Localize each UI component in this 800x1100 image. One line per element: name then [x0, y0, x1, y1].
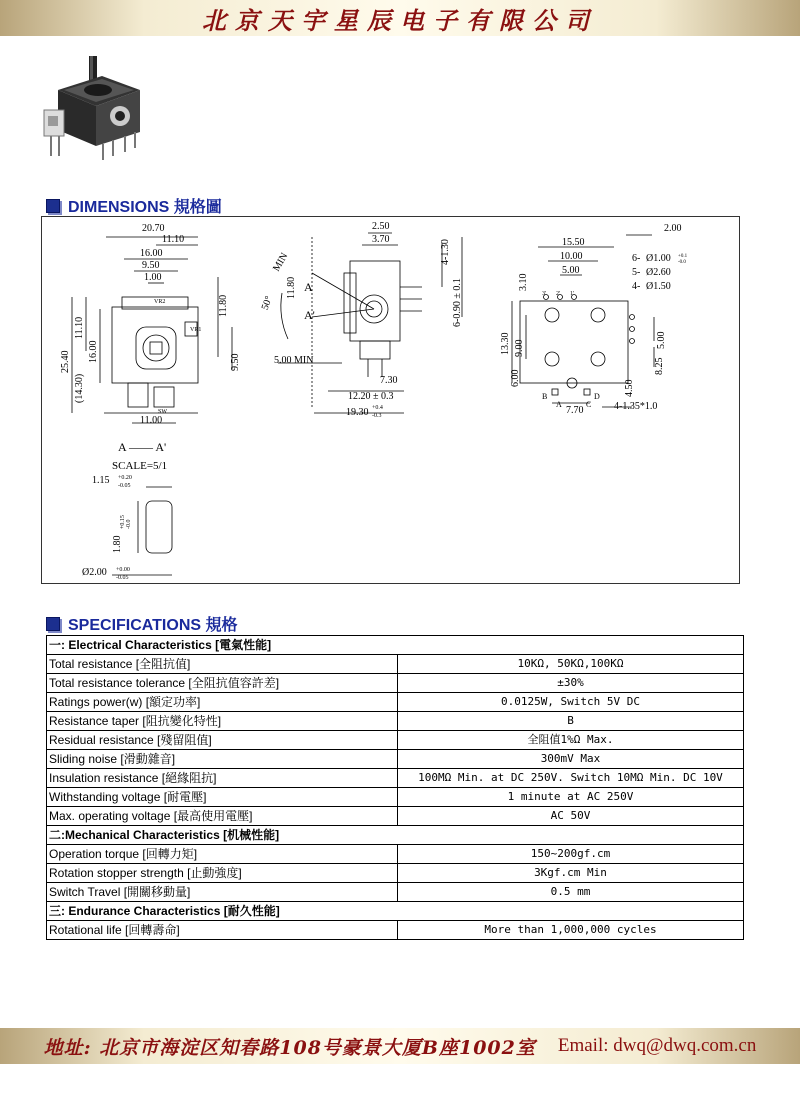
table-row: [47, 731, 744, 750]
section-a-prime: A': [304, 308, 315, 322]
dim-10-00: 10.00: [560, 251, 583, 262]
dim-9-50-top: 9.50: [142, 260, 160, 271]
address-text: 地址: 北京市海淀区知春路108号豪景大厦B座1002室: [43, 1036, 536, 1059]
dim-1-15: 1.15: [92, 475, 110, 486]
pin-b: B: [542, 392, 548, 401]
section-detail: [82, 440, 172, 581]
spec-label: Total resistance tolerance [全阻抗值容許差]: [47, 674, 398, 693]
tol-plus-0-4: +0.4: [372, 405, 383, 411]
spec-value: 1 minute at AC 250V: [398, 788, 744, 807]
dim-2-00: 2.00: [664, 223, 682, 234]
tol-plus-0-20: +0.20: [118, 475, 132, 481]
spec-value: 150~200gf.cm: [398, 845, 744, 864]
dim-side-11-80: 11.80: [286, 276, 297, 299]
dim-1-80: 1.80: [112, 535, 123, 553]
tol-minus-0-05: -0.05: [118, 483, 131, 489]
table-row: [47, 807, 744, 826]
specifications-table: [46, 635, 744, 940]
hole-4-count: 4-: [632, 281, 641, 292]
label-min: MIN: [271, 251, 291, 274]
spec-label: Ratings power(w) [額定功率]: [47, 693, 398, 712]
dim-15-50: 15.50: [562, 237, 585, 248]
table-row: [47, 883, 744, 902]
dim-7-70: 7.70: [566, 405, 584, 416]
dim-6-0-90: 6-0.90 ± 0.1: [452, 278, 463, 327]
hole-5-count: 5-: [632, 267, 641, 278]
table-row: [47, 921, 744, 940]
dim-25-40: 25.40: [60, 350, 71, 373]
specifications-title: SPECIFICATIONS 規格: [68, 617, 238, 634]
section-a-a: A —— A': [118, 440, 167, 454]
dim-2-50: 2.50: [372, 221, 390, 232]
dim-13-30: 13.30: [500, 332, 511, 355]
tol-plus-0-1: +0.1: [678, 254, 688, 259]
specifications-heading: [46, 612, 238, 635]
label-vr1: VR1: [190, 327, 202, 333]
table-row: [47, 693, 744, 712]
dim-3-70: 3.70: [372, 234, 390, 245]
dim-12-20: 12.20 ± 0.3: [348, 391, 394, 402]
spec-value: 0.5 mm: [398, 883, 744, 902]
dimension-drawing: [41, 216, 740, 584]
tol-plus-0-15: +0.15: [120, 515, 126, 529]
hole-dia-2-60: Ø2.60: [646, 267, 671, 278]
hole-6-count: 6-: [632, 253, 641, 264]
hole-dia-1-50: Ø1.50: [646, 281, 671, 292]
bullet-square-icon: [46, 199, 60, 213]
bullet-square-icon: [46, 617, 60, 631]
spec-value: 300mV Max: [398, 750, 744, 769]
spec-value: 3Kgf.cm Min: [398, 864, 744, 883]
tol-minus-0-0: -0.0: [678, 260, 686, 265]
spec-label: Operation torque [回轉力矩]: [47, 845, 398, 864]
spec-value: More than 1,000,000 cycles: [398, 921, 744, 940]
pin-d: D: [594, 392, 600, 401]
pcb-layout-view: [500, 223, 688, 416]
pin-2-prime: 2': [556, 291, 561, 297]
dim-6-00: 6.00: [510, 369, 521, 387]
label-vr2: VR2: [154, 299, 166, 305]
dim-1-00: 1.00: [144, 272, 162, 283]
tol-minus-0-0: -0.0: [126, 519, 132, 529]
spec-label: Sliding noise [滑動雜音]: [47, 750, 398, 769]
table-row: [47, 845, 744, 864]
pin-3-prime: 3': [542, 291, 547, 297]
dim-14-30: (14.30): [74, 373, 85, 403]
angle-50: 50°: [259, 294, 275, 312]
dim-5-00-right: 5.00: [656, 331, 667, 349]
spec-value: ±30%: [398, 674, 744, 693]
section-a: A: [304, 280, 313, 294]
dim-16-00-top: 16.00: [140, 248, 163, 259]
email-text: Email: dwq@dwq.com.cn: [557, 1035, 757, 1056]
spec-section-header: [47, 826, 744, 845]
spec-value: AC 50V: [398, 807, 744, 826]
spec-value: 全阻值1%Ω Max.: [398, 731, 744, 750]
side-view: [260, 221, 463, 419]
table-row: [47, 864, 744, 883]
tol-plus-0-00: +0.00: [116, 567, 130, 573]
spec-label: Max. operating voltage [最高使用電壓]: [47, 807, 398, 826]
spec-section-header: [47, 636, 744, 655]
dim-9-50-right: 9.50: [230, 353, 241, 371]
front-view: [60, 223, 241, 426]
table-row: [47, 788, 744, 807]
company-name: 北京天宇星辰电子有限公司: [202, 5, 598, 35]
dim-8-25: 8.25: [654, 357, 665, 375]
company-banner: [0, 0, 800, 36]
dim-11-10-left: 11.10: [74, 316, 85, 339]
table-row: [47, 750, 744, 769]
pin-a: A: [556, 400, 562, 409]
spec-value: B: [398, 712, 744, 731]
label-sw: SW: [158, 409, 167, 415]
table-row: [47, 712, 744, 731]
spec-section-title: 一: Electrical Characteristics [電氣性能]: [47, 636, 744, 655]
dim-19-30: 19.30: [346, 407, 369, 418]
spec-label: Total resistance [全阻抗值]: [47, 655, 398, 674]
dim-11-10-top: 11.10: [162, 234, 185, 245]
dim-20-70: 20.70: [142, 223, 165, 234]
dim-9-00: 9.00: [514, 339, 525, 357]
tol-minus-0-05-b: -0.05: [116, 575, 129, 581]
dim-4-1-35: 4-1.35*1.0: [614, 401, 658, 412]
scale-label: SCALE=5/1: [112, 460, 168, 472]
spec-label: Switch Travel [開關移動量]: [47, 883, 398, 902]
spec-value: 10KΩ, 50KΩ,100KΩ: [398, 655, 744, 674]
spec-label: Rotation stopper strength [止動強度]: [47, 864, 398, 883]
spec-section-header: [47, 902, 744, 921]
dim-16-00-left: 16.00: [88, 340, 99, 363]
dimensions-heading: [46, 194, 222, 217]
pin-c: C: [586, 400, 592, 409]
spec-value: 100MΩ Min. at DC 250V. Switch 10MΩ Min. DC 10V: [398, 769, 744, 788]
spec-label: Residual resistance [殘留阻值]: [47, 731, 398, 750]
dim-7-30: 7.30: [380, 375, 398, 386]
dim-3-10: 3.10: [518, 273, 529, 291]
dimensions-title: DIMENSIONS 規格圖: [68, 199, 222, 216]
spec-label: Resistance taper [阻抗變化特性]: [47, 712, 398, 731]
pin-1-prime: 1': [570, 291, 575, 297]
dim-4-50: 4.50: [624, 379, 635, 397]
dim-5-00-min: 5.00 MIN: [274, 355, 314, 366]
spec-label: Rotational life [回轉壽命]: [47, 921, 398, 940]
table-row: [47, 674, 744, 693]
spec-section-title: 二:Mechanical Characteristics [机械性能]: [47, 826, 744, 845]
spec-value: 0.0125W, Switch 5V DC: [398, 693, 744, 712]
contact-banner: [0, 1028, 800, 1064]
spec-label: Withstanding voltage [耐電壓]: [47, 788, 398, 807]
dim-4-1-30: 4-1.30: [440, 239, 451, 265]
product-photo: [40, 50, 150, 162]
spec-section-title: 三: Endurance Characteristics [耐久性能]: [47, 902, 744, 921]
table-row: [47, 655, 744, 674]
technical-drawing: [42, 217, 739, 583]
hole-dia-1-00: Ø1.00: [646, 253, 671, 264]
table-row: [47, 769, 744, 788]
spec-label: Insulation resistance [絕緣阻抗]: [47, 769, 398, 788]
dim-dia-2-00: Ø2.00: [82, 567, 107, 578]
dim-5-00-top: 5.00: [562, 265, 580, 276]
tol-minus-0-3: -0.3: [372, 413, 382, 419]
dim-11-80: 11.80: [218, 294, 229, 317]
dim-11-00: 11.00: [140, 415, 163, 426]
